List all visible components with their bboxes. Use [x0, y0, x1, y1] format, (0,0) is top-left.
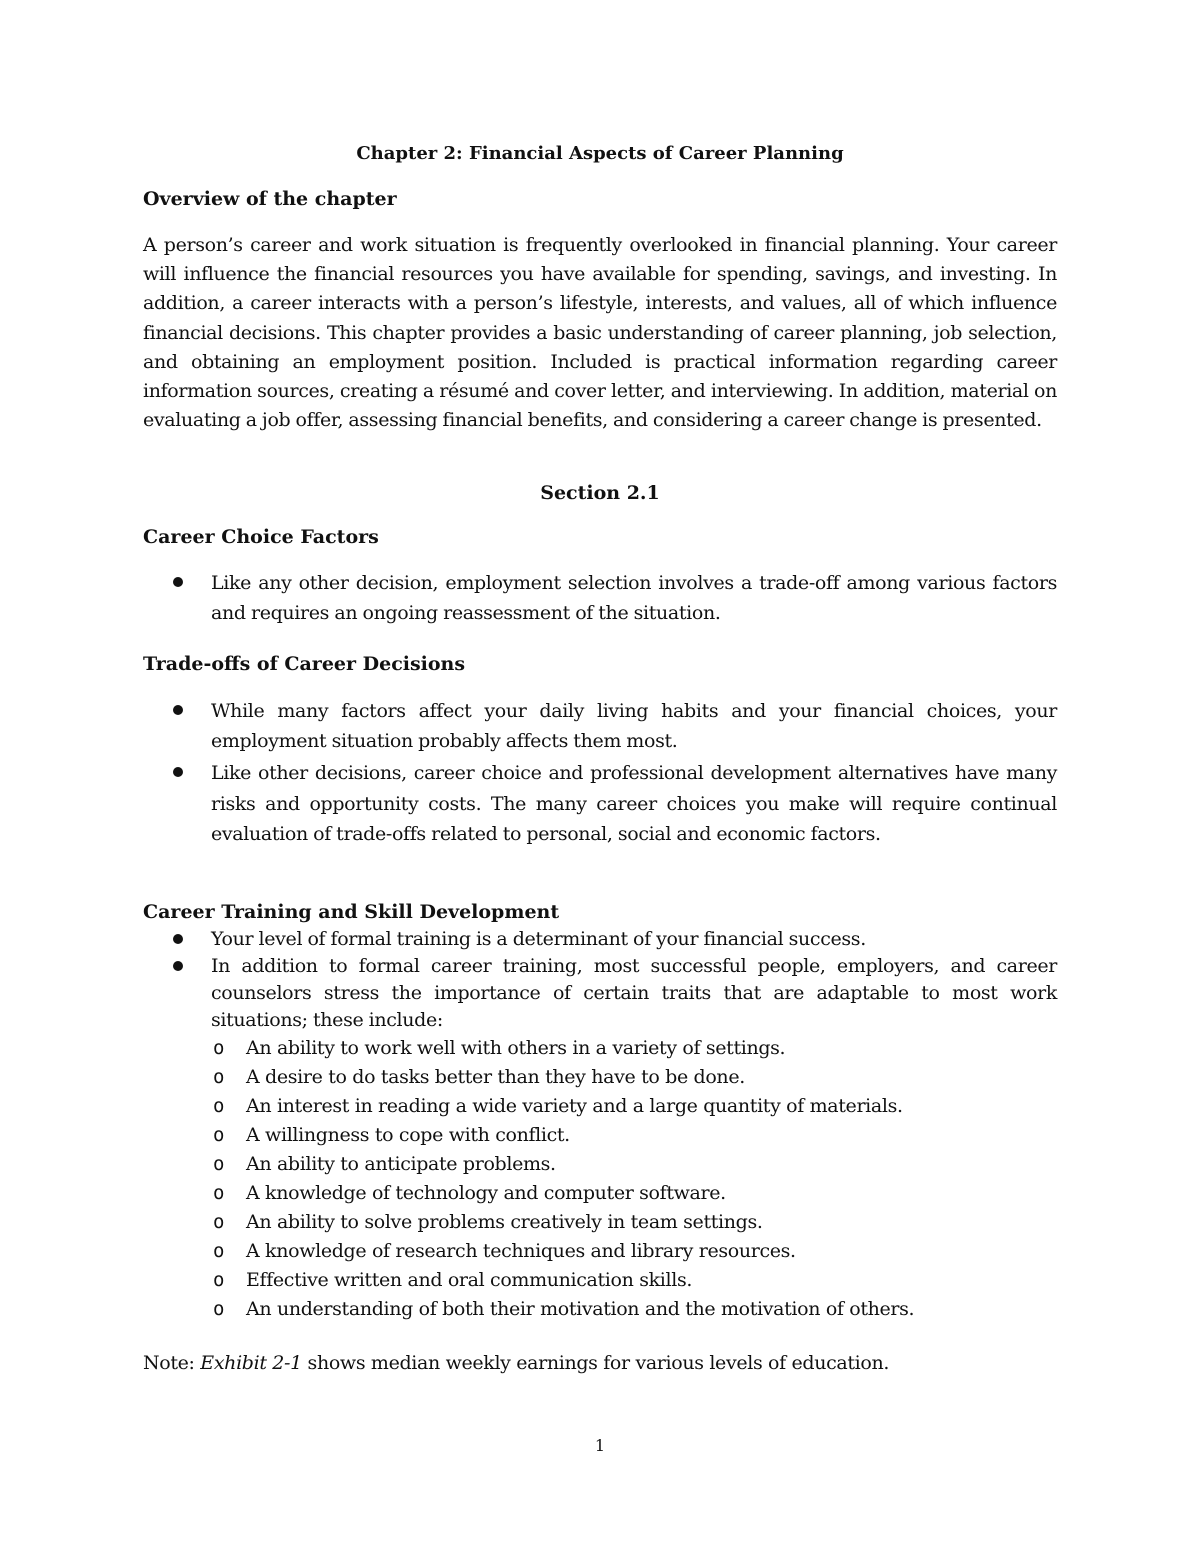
sub-bullet-marker: o [213, 1211, 225, 1233]
trait-text: Effective written and oral communication skills. [246, 1269, 693, 1291]
list-item [143, 1179, 1057, 1208]
trait-text: An interest in reading a wide variety and a large quantity of materials. [246, 1095, 903, 1117]
sub-bullet-marker: o [213, 1066, 225, 1088]
trait-text: A knowledge of research techniques and library resources. [246, 1240, 796, 1262]
sub-bullet-marker: o [213, 1240, 225, 1262]
bullet-text: Like other decisions, career choice and professional development alternatives have many risks and opportunity costs. The many career choices you make will require continual evaluation of trade-offs related to personal, social and economic factors. [211, 762, 1057, 845]
trait-text: A knowledge of technology and computer software. [246, 1182, 726, 1204]
note-suffix: shows median weekly earnings for various levels of education. [301, 1352, 890, 1374]
trait-text: An ability to anticipate problems. [246, 1153, 556, 1175]
page-number: 1 [594, 1436, 606, 1455]
list-item [143, 1237, 1057, 1266]
bullet-text: Your level of formal training is a determinant of your financial success. [211, 928, 866, 950]
trait-text: An understanding of both their motivation and the motivation of others. [246, 1298, 915, 1320]
overview-paragraph: A person’s career and work situation is frequently overlooked in financial planning. Your career will influence the financial resources you have available for spending, savings, and investing. In addition, a career interacts with a person’s lifestyle, interests, and values, all of which influence financial decisions. This chapter provides a basic understanding of career planning, job selection, and obtaining an employment position. Included is practical information regarding career information sources, creating a résumé and cover letter, and interviewing. In addition, material on evaluating a job offer, assessing financial benefits, and considering a career change is presented. [143, 234, 1057, 432]
list-item [143, 1121, 1057, 1150]
trait-text: A desire to do tasks better than they have to be done. [246, 1066, 745, 1088]
sub-bullet-marker: o [213, 1037, 225, 1059]
list-item [143, 1092, 1057, 1121]
sub-bullet-marker: o [213, 1182, 225, 1204]
list-item [143, 1034, 1057, 1063]
career-choice-heading: Career Choice Factors [143, 526, 379, 548]
chapter-title: Chapter 2: Financial Aspects of Career Planning [356, 143, 844, 164]
list-item [143, 1266, 1057, 1295]
bullet-icon [173, 705, 183, 715]
overview-heading: Overview of the chapter [143, 188, 397, 210]
section-label: Section 2.1 [540, 482, 660, 504]
bullet-text: Like any other decision, employment selection involves a trade-off among various factors and requires an ongoing reassessment of the situation. [211, 572, 1057, 624]
sub-bullet-marker: o [213, 1269, 225, 1291]
trait-text: An ability to work well with others in a variety of settings. [246, 1037, 786, 1059]
bullet-icon [173, 577, 183, 587]
training-heading: Career Training and Skill Development [143, 901, 560, 923]
trait-text: An ability to solve problems creatively in team settings. [246, 1211, 763, 1233]
exhibit-reference: Exhibit 2-1 [200, 1352, 302, 1374]
bullet-text: In addition to formal career training, most successful people, employers, and career counselors stress the importance of certain traits that are adaptable to most work situations; these include: [211, 955, 1057, 1031]
note-prefix: Note: [143, 1352, 201, 1374]
tradeoffs-heading: Trade-offs of Career Decisions [143, 653, 466, 675]
sub-bullet-marker: o [213, 1095, 225, 1117]
sub-bullet-marker: o [213, 1153, 225, 1175]
bullet-text: While many factors affect your daily living habits and your financial choices, your employment situation probably affects them most. [211, 700, 1057, 752]
bullet-icon [173, 934, 183, 944]
trait-text: A willingness to cope with conflict. [246, 1124, 570, 1146]
bullet-icon [173, 767, 183, 777]
sub-bullet-marker: o [213, 1124, 225, 1146]
bullet-icon [173, 961, 183, 971]
note-line [143, 1350, 889, 1376]
list-item [143, 1063, 1057, 1092]
list-item [143, 1150, 1057, 1179]
list-item [143, 1208, 1057, 1237]
sub-bullet-marker: o [213, 1298, 225, 1320]
list-item [143, 1295, 1057, 1324]
